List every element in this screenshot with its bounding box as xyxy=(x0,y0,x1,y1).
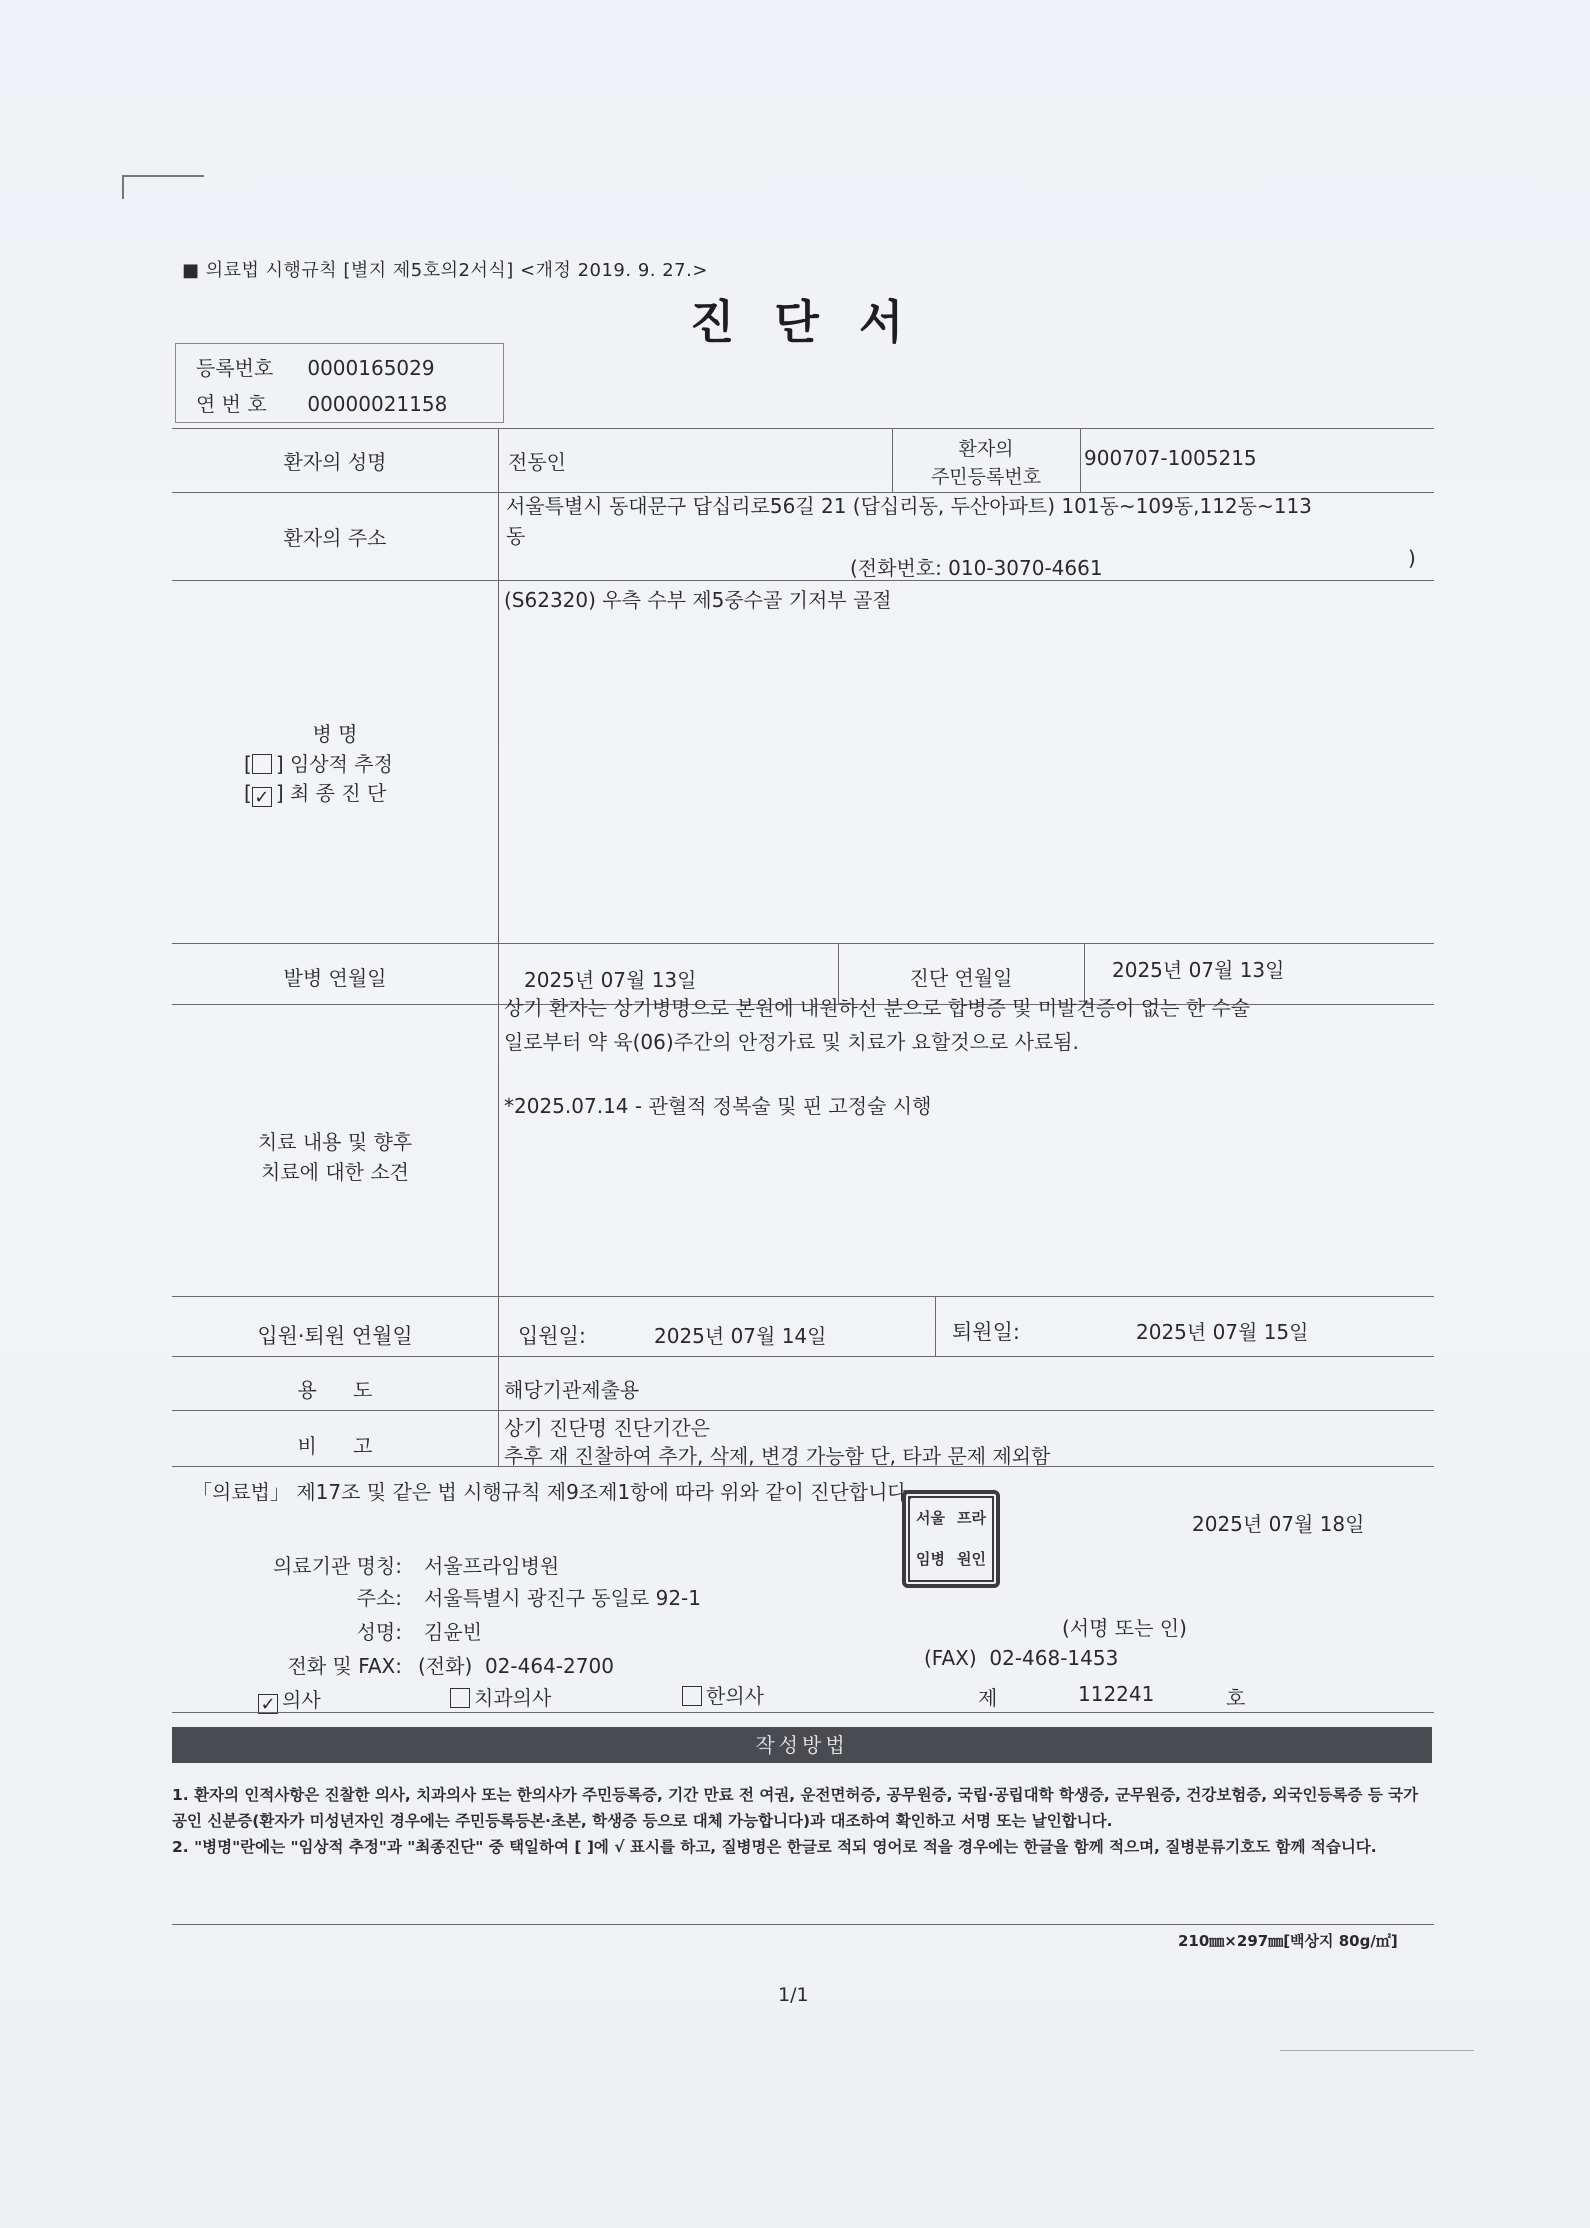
rrn-label-line1: 환자의 xyxy=(958,438,1014,460)
license-suffix: 호 xyxy=(1226,1686,1246,1710)
treatment-line1: 상기 환자는 상기병명으로 본원에 내원하신 분으로 합병증 및 미발견증이 없는 한 수술 xyxy=(504,996,1251,1020)
signature-note: (서명 또는 인) xyxy=(1062,1616,1187,1640)
type-dentist-label: 치과의사 xyxy=(474,1686,552,1710)
treatment-line3: *2025.07.14 - 관혈적 정복술 및 핀 고정술 시행 xyxy=(504,1094,932,1118)
diagnosis-label: 병 명 xyxy=(312,722,358,746)
oriental-checkbox[interactable] xyxy=(682,1686,702,1706)
doctor-checkbox[interactable]: ✓ xyxy=(258,1694,278,1714)
type-dentist xyxy=(450,1682,551,1711)
column-divider xyxy=(935,1296,936,1356)
type-doctor xyxy=(258,1684,321,1714)
form-reference: ■ 의료법 시행규칙 [별지 제5호의2서식] <개정 2019. 9. 27.> xyxy=(182,260,708,281)
admission-in-date: 2025년 07월 14일 xyxy=(654,1324,827,1348)
type-doctor-label: 의사 xyxy=(282,1688,321,1712)
column-divider xyxy=(1080,428,1081,492)
purpose-label: 용 도 xyxy=(297,1378,373,1402)
table-rule xyxy=(172,943,1434,944)
institution-name-label: 의료기관 명칭: xyxy=(272,1554,402,1578)
address-line1: 서울특별시 동대문구 답십리로56길 21 (답십리동, 두산아파트) 101동~109동,112동~113 xyxy=(506,494,1312,518)
remarks-label: 비 고 xyxy=(297,1434,373,1458)
clinical-label: 임상적 추정 xyxy=(289,752,393,776)
table-rule xyxy=(172,428,1434,429)
reg-number: 0000165029 xyxy=(307,356,435,380)
license-prefix: 제 xyxy=(978,1686,998,1710)
purpose-value: 해당기관제출용 xyxy=(504,1378,640,1402)
instruction-item-1: 1. 환자의 인적사항은 진찰한 의사, 치과의사 또는 한의사가 주민등록증, 기간 만료 전 여권, 운전면허증, 공무원증, 국립·공립대학 학생증, 군무원증, 건강보험증, 외국인등록증 등 국가공인 신분증(환자가 미성년자인 경우에는 주민등록등본·초본, 학생증 등으로 대체 가능합니다)과 대조하여 확인하고 서명 또는 날인합니다. xyxy=(172,1786,1419,1830)
table-rule xyxy=(172,1924,1434,1925)
reg-label: 등록번호 xyxy=(196,356,274,380)
instruction-item-2: 2. "병명"란에는 "임상적 추정"과 "최종진단" 중 택일하여 [ ]에 √ 표시를 하고, 질병명은 한글로 적되 영어로 적을 경우에는 한글을 함께 적으며, 질병분류기호도 함께 적습니다. xyxy=(172,1838,1377,1856)
address-label: 환자의 주소 xyxy=(283,526,387,550)
document-title: 진단서 xyxy=(690,295,944,349)
admission-in-label: 입원일: xyxy=(518,1324,586,1348)
legal-statement: 「의료법」 제17조 및 같은 법 시행규칙 제9조제1항에 따라 위와 같이 진단합니다. xyxy=(192,1480,914,1504)
doctor-name-label: 성명: xyxy=(356,1620,402,1644)
registration-box xyxy=(175,343,504,423)
instructions-body xyxy=(172,1782,1430,1860)
doctor-name: 김윤빈 xyxy=(424,1620,482,1644)
option-final: [ ✓ ] 최 종 진 단 xyxy=(244,781,387,808)
table-rule xyxy=(172,580,1434,581)
rrn-label-line2: 주민등록번호 xyxy=(930,466,1042,488)
final-checkbox[interactable]: ✓ xyxy=(252,787,272,807)
seal-inner: 서울 프라 임병 원인 xyxy=(908,1496,994,1582)
remarks-line1: 상기 진단명 진단기간은 xyxy=(504,1416,710,1440)
table-rule xyxy=(172,1356,1434,1357)
address-line2: 동 xyxy=(506,524,526,548)
hospital-seal xyxy=(902,1490,1000,1588)
issue-date: 2025년 07월 18일 xyxy=(1192,1512,1365,1536)
patient-rrn: 900707-1005215 xyxy=(1084,446,1257,470)
table-rule xyxy=(172,1410,1434,1411)
registration-row xyxy=(196,352,435,381)
tel-fax-label: 전화 및 FAX: xyxy=(287,1654,402,1678)
diagnosis-text: (S62320) 우측 수부 제5중수골 기저부 골절 xyxy=(504,588,892,612)
institution-tel: (전화) 02-464-2700 xyxy=(418,1654,614,1678)
treatment-line2: 일로부터 약 육(06)주간의 안정가료 및 치료가 요할것으로 사료됨. xyxy=(504,1030,1079,1054)
remarks-line2: 추후 재 진찰하여 추가, 삭제, 변경 가능함 단, 타과 문제 제외함 xyxy=(504,1444,1051,1468)
admission-out-label: 퇴원일: xyxy=(952,1320,1020,1344)
type-oriental-label: 한의사 xyxy=(706,1684,764,1708)
admission-out-date: 2025년 07월 15일 xyxy=(1136,1320,1309,1344)
serial-label: 연 번 호 xyxy=(196,392,267,416)
patient-name: 전동인 xyxy=(508,450,566,474)
institution-fax: (FAX) 02-468-1453 xyxy=(924,1646,1119,1670)
serial-row xyxy=(196,388,447,417)
type-oriental xyxy=(682,1680,764,1709)
admission-label: 입원·퇴원 연월일 xyxy=(257,1324,413,1348)
diag-date: 2025년 07월 13일 xyxy=(1112,958,1285,982)
patient-phone: (전화번호: 010-3070-4661 xyxy=(850,556,1103,580)
serial-number: 00000021158 xyxy=(307,392,448,416)
institution-name: 서울프라임병원 xyxy=(424,1554,560,1578)
diag-date-label: 진단 연월일 xyxy=(909,966,1013,990)
onset-date: 2025년 07월 13일 xyxy=(524,968,697,992)
column-divider xyxy=(498,428,499,1466)
option-clinical: [ ] 임상적 추정 xyxy=(244,752,393,776)
final-label: 최 종 진 단 xyxy=(289,781,387,805)
corner-mark xyxy=(122,175,204,199)
license-number: 112241 xyxy=(1078,1682,1155,1706)
page-number: 1/1 xyxy=(778,1984,809,2006)
page-edge-mark xyxy=(1280,2050,1474,2051)
paper-size-note: 210㎜×297㎜[백상지 80g/㎡] xyxy=(1178,1932,1398,1950)
patient-name-label: 환자의 성명 xyxy=(283,450,387,474)
institution-address: 서울특별시 광진구 동일로 92-1 xyxy=(424,1586,701,1610)
clinical-checkbox[interactable] xyxy=(252,754,272,774)
treatment-label-line2: 치료에 대한 소견 xyxy=(261,1160,409,1184)
table-rule xyxy=(172,1296,1434,1297)
instructions-title: 작성방법 xyxy=(172,1727,1432,1763)
treatment-label-line1: 치료 내용 및 향후 xyxy=(257,1130,413,1154)
dentist-checkbox[interactable] xyxy=(450,1688,470,1708)
patient-phone-close: ) xyxy=(1408,546,1416,570)
table-rule xyxy=(172,1712,1434,1713)
onset-label: 발병 연월일 xyxy=(283,966,387,990)
institution-address-label: 주소: xyxy=(356,1586,402,1610)
